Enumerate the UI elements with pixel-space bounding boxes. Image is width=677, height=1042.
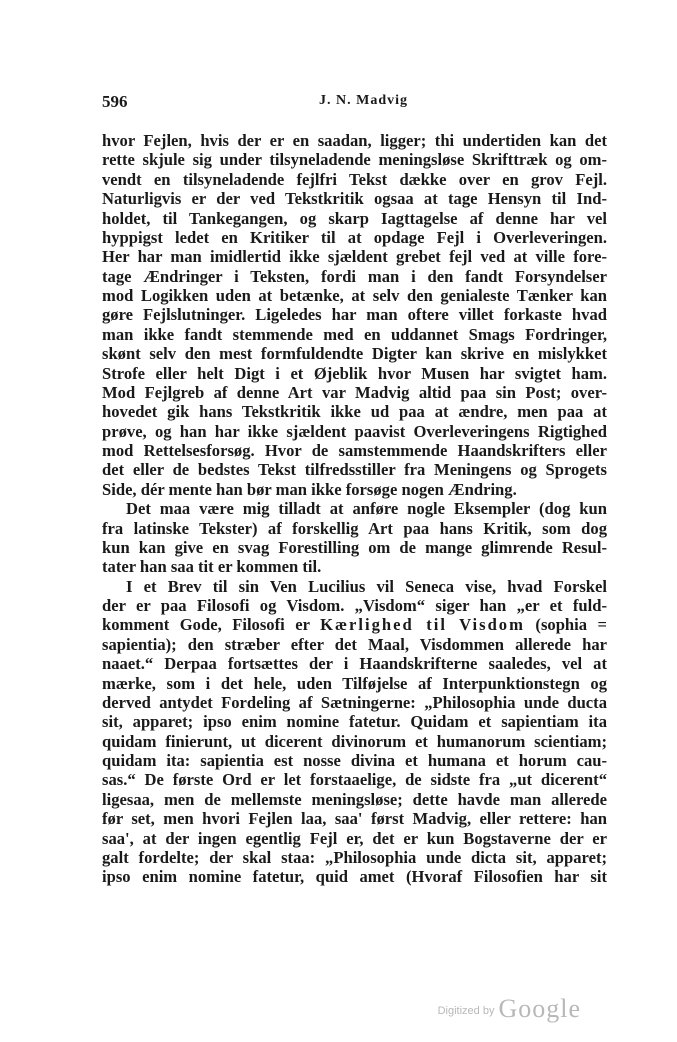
- text-line: mod Rettelsesforsøg. Hvor de samstemmende Haandskrifters eller: [102, 441, 607, 460]
- text-line: der er paa Filosofi og Visdom. „Visdom“ siger han „er et fuld-: [102, 596, 607, 615]
- text-line: sas.“ De første Ord er let forstaaelige, de sidste fra „ut dicerent“: [102, 770, 607, 790]
- text-line: skønt selv den mest formfuldendte Digter kan skrive en mislykket: [102, 344, 607, 364]
- text-line: naaet.“ Derpaa fortsættes der i Haandskrifterne saaledes, vel at: [102, 654, 607, 674]
- digitized-by-google-watermark: [438, 994, 581, 1028]
- text-line: sit, apparet; ipso enim nomine fatetur. Quidam et sapientiam ita: [102, 712, 607, 732]
- text-line: man ikke fandt stemmende med en uddannet Smags Fordringer,: [102, 324, 607, 344]
- text-line: Side, dér mente han bør man ikke forsøge nogen Ændring.: [102, 479, 517, 499]
- text-line: quidam ita: sapientia est nosse divina et humana et horum cau-: [102, 751, 607, 770]
- google-wordmark: Google: [498, 994, 581, 1023]
- text-line: fra latinske Tekster) af forskellig Art paa hans Kritik, som dog: [102, 518, 607, 538]
- body-text: [102, 131, 607, 887]
- text-line: ipso enim nomine fatetur, quid amet (Hvoraf Filosofien har sit: [102, 867, 607, 887]
- text-line: Her har man imidlertid ikke sjældent grebet fejl ved at ville fore-: [102, 247, 607, 267]
- text-line: hovedet gik hans Tekstkritik ikke ud paa at ændre, men paa at: [102, 402, 607, 422]
- text-line: kun kan give en svag Forestilling om de mange glimrende Resul-: [102, 537, 607, 557]
- text-line: [102, 615, 607, 634]
- text-line: I et Brev til sin Ven Lucilius vil Seneca vise, hvad Forskel: [126, 576, 607, 596]
- text-line: hvor Fejlen, hvis der er en saadan, ligger; thi undertiden kan det: [102, 131, 607, 150]
- text-segment: (sophia =: [524, 615, 607, 635]
- watermark-prefix: Digitized by: [437, 1005, 495, 1017]
- text-line: prøve, og han har ikke sjældent paavist Overleveringens Rigtighed: [102, 421, 607, 441]
- text-line: Naturligvis er der ved Tekstkritik ogsaa at tage Hensyn til Ind-: [102, 189, 607, 209]
- text-line: quidam finierunt, ut dicerent divinorum et humanorum scientiam;: [102, 731, 607, 751]
- text-line: før set, men hvori Fejlen laa, saa' først Madvig, eller rettere: han: [102, 809, 607, 829]
- text-segment: komment Gode, Filosofi er: [102, 615, 321, 635]
- running-title: J. N. Madvig: [319, 93, 408, 108]
- text-line: rette skjule sig under tilsyneladende meningsløse Skrifttræk og om-: [102, 150, 607, 170]
- text-line: mærke, som i det hele, uden Tilføjelse af Interpunktionstegn og: [102, 673, 607, 693]
- text-line: holdet, til Tankegangen, og skarp Iagttagelse af denne har vel: [102, 208, 607, 228]
- text-line: vendt en tilsyneladende fejlfri Tekst dække over en grov Fejl.: [102, 169, 607, 189]
- text-line: galt fordelte; der skal staa: „Philosophia unde dicta sit, apparet;: [102, 847, 607, 867]
- text-line: hyppigst ledet en Kritiker til at opdage Fejl i Overleveringen.: [102, 227, 607, 247]
- text-line: det eller de bedstes Tekst tilfredsstiller fra Meningens og Sprogets: [102, 460, 607, 480]
- text-line: tage Ændringer i Teksten, fordi man i den fandt Forsyndelser: [102, 266, 607, 286]
- text-line: derved antydet Fordeling af Sætningerne: „Philosophia unde ducta: [102, 692, 607, 712]
- page-number: 596: [102, 92, 128, 111]
- text-line: Strofe eller helt Digt i et Øjeblik hvor Musen har svigtet ham.: [102, 363, 607, 383]
- text-line: mod Logikken uden at betænke, at selv den genialeste Tænker kan: [102, 286, 607, 305]
- text-line: sapientia); den stræber efter det Maal, Visdommen allerede har: [102, 634, 607, 654]
- text-line: gøre Fejlslutninger. Ligeledes har man oftere villet forkaste hvad: [102, 305, 607, 325]
- running-head: [102, 92, 607, 114]
- text-line: ligesaa, men de mellemste meningsløse; dette havde man allerede: [102, 789, 607, 809]
- text-line: Mod Fejlgreb af denne Art var Madvig altid paa sin Post; over-: [102, 382, 607, 402]
- text-line: saa', at der ingen egentlig Fejl er, det er kun Bogstaverne der er: [102, 828, 607, 848]
- text-line: tater han saa tit er kommen til.: [102, 557, 322, 577]
- text-line: Det maa være mig tilladt at anføre nogle Eksempler (dog kun: [126, 499, 607, 519]
- emphasized-phrase: Kærlighed til Visdom: [320, 615, 525, 635]
